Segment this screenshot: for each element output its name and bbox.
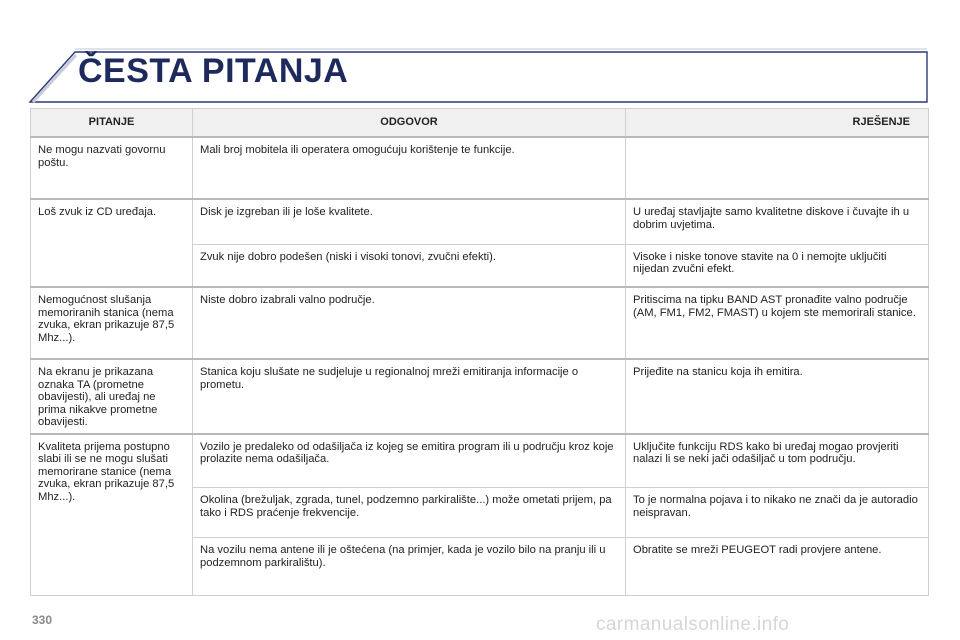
table-row [31,199,929,244]
answer-cell: Disk je izgreban ili je loše kvalitete. [193,199,626,244]
answer-cell: Zvuk nije dobro podešen (niski i visoki tonovi, zvučni efekti). [193,244,626,287]
faq-table [30,108,929,596]
answer-cell: Mali broj mobitela ili operatera omogućuju korištenje te funkcije. [193,137,626,199]
solution-cell [626,137,929,199]
watermark: carmanualsonline.info [596,614,790,635]
solution-cell: Pritiscima na tipku BAND AST pronađite valno područje (AM, FM1, FM2, FMAST) u kojem ste memorirali stanice. [626,287,929,359]
page-number: 330 [32,613,53,627]
answer-cell: Okolina (brežuljak, zgrada, tunel, podzemno parkiralište...) može ometati prijem, pa tako i RDS praćenje frekvencije. [193,488,626,538]
column-header-answer: ODGOVOR [193,109,626,138]
table-header-row [31,109,929,138]
answer-cell: Vozilo je predaleko od odašiljača iz kojeg se emitira program ili u području kroz koje prolazite nema odašiljača. [193,434,626,488]
solution-cell: Obratite se mreži PEUGEOT radi provjere antene. [626,538,929,596]
column-header-question: PITANJE [31,109,193,138]
solution-cell: Uključite funkciju RDS kako bi uređaj mogao provjeriti nalazi li se neki jači odašiljač u tom području. [626,434,929,488]
table-row [31,287,929,359]
solution-cell: To je normalna pojava i to nikako ne znači da je autoradio neispravan. [626,488,929,538]
solution-cell: Prijeđite na stanicu koja ih emitira. [626,359,929,434]
question-cell: Nemogućnost slušanja memoriranih stanica (nema zvuka, ekran prikazuje 87,5 Mhz...). [31,287,193,359]
question-cell: Loš zvuk iz CD uređaja. [31,199,193,287]
table-row [31,434,929,488]
page-title: ČESTA PITANJA [78,52,349,90]
table-row [31,359,929,434]
solution-cell: U uređaj stavljajte samo kvalitetne diskove i čuvajte ih u dobrim uvjetima. [626,199,929,244]
answer-cell: Niste dobro izabrali valno područje. [193,287,626,359]
page-header [0,0,960,105]
question-cell: Na ekranu je prikazana oznaka TA (prometne obavijesti), ali uređaj ne prima nikakve prometne obavijesti. [31,359,193,434]
question-cell: Kvaliteta prijema postupno slabi ili se ne mogu slušati memorirane stanice (nema zvuka, ekran prikazuje 87,5 Mhz...). [31,434,193,596]
answer-cell: Na vozilu nema antene ili je oštećena (na primjer, kada je vozilo bilo na pranju ili u podzemnom parkiralištu). [193,538,626,596]
answer-cell: Stanica koju slušate ne sudjeluje u regionalnoj mreži emitiranja informacije o prometu. [193,359,626,434]
table-row [31,137,929,199]
question-cell: Ne mogu nazvati govornu poštu. [31,137,193,199]
column-header-solution: RJEŠENJE [626,109,929,138]
solution-cell: Visoke i niske tonove stavite na 0 i nemojte uključiti nijedan zvučni efekt. [626,244,929,287]
